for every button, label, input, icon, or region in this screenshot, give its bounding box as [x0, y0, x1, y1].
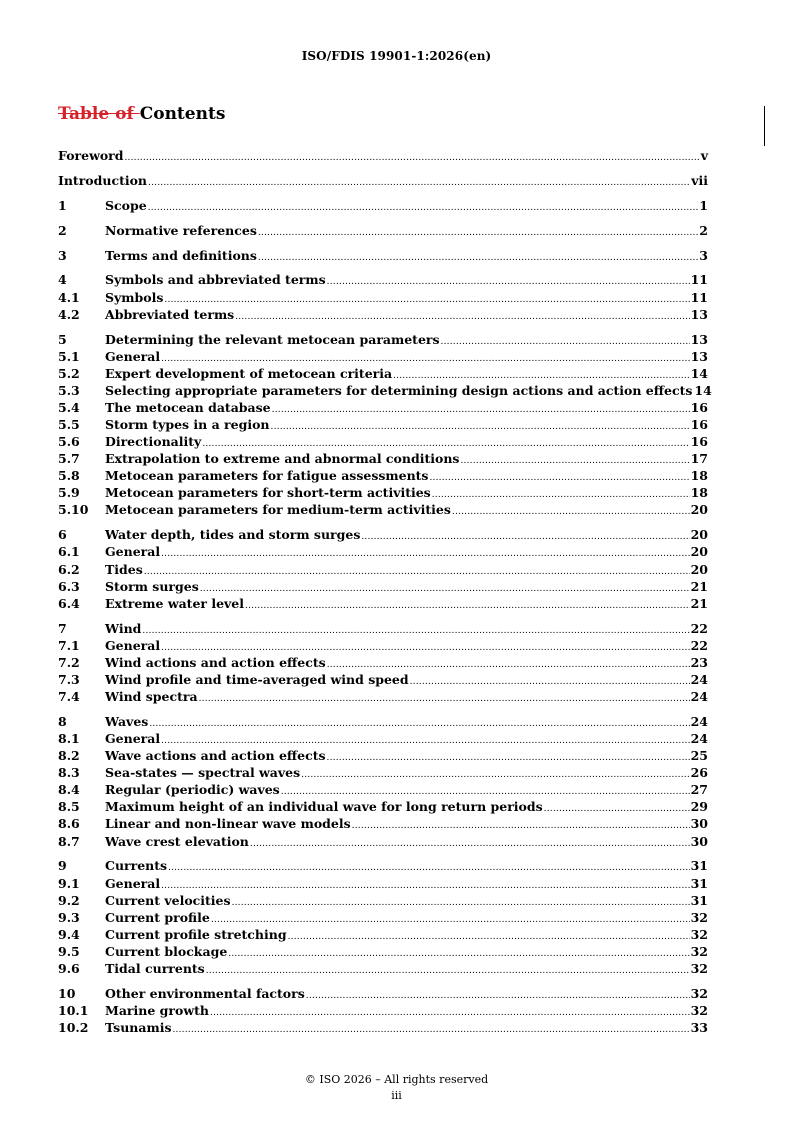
toc-leader-dots — [125, 150, 700, 167]
toc-entry-title[interactable]: Wind profile and time-averaged wind speed — [105, 671, 409, 687]
toc-entry-number: 7 — [58, 620, 67, 636]
toc-entry-title[interactable]: Waves — [105, 713, 149, 729]
toc-leader-dots — [206, 963, 690, 980]
document-header: ISO/FDIS 19901-1:2026(en) — [301, 49, 492, 63]
toc-entry-title[interactable]: Wave actions and action effects — [105, 748, 326, 764]
toc-entry-page[interactable]: 24 — [690, 730, 708, 746]
toc-entry-page[interactable]: 26 — [690, 765, 708, 781]
toc-entry-page[interactable]: 3 — [699, 247, 708, 263]
toc-leader-dots — [460, 453, 689, 470]
toc-entry[interactable] — [58, 892, 708, 909]
toc-entry[interactable] — [58, 1019, 708, 1036]
toc-leader-dots — [161, 546, 689, 563]
page-number: iii — [391, 1089, 402, 1102]
toc-entry-title[interactable]: Metocean parameters for medium-term activities — [105, 502, 451, 518]
toc-entry-title[interactable]: The metocean database — [105, 399, 271, 415]
toc-leader-dots — [432, 487, 690, 504]
toc-entry-title[interactable]: Marine growth — [105, 1002, 209, 1018]
toc-entry[interactable] — [58, 197, 708, 214]
toc-entry-number: 5.1 — [58, 348, 80, 364]
toc-entry[interactable] — [58, 637, 708, 654]
toc-entry-title[interactable]: Selecting appropriate parameters for determining design actions and action effects — [105, 382, 693, 398]
toc-entry-number: 3 — [58, 247, 67, 263]
toc-entry-number: 5.7 — [58, 451, 80, 467]
toc-entry-title[interactable]: Storm types in a region — [105, 417, 270, 432]
toc-entry-title[interactable]: Water depth, tides and storm surges — [105, 527, 361, 543]
toc-entry-page[interactable]: 24 — [690, 689, 708, 704]
toc-entry-page[interactable]: 22 — [690, 620, 708, 636]
toc-entry-number: 6.2 — [58, 561, 80, 577]
toc-leader-dots — [148, 175, 690, 192]
toc-entry-number: 6.4 — [58, 595, 80, 611]
toc-entry-title[interactable]: Wind actions and action effects — [105, 654, 326, 670]
toc-entry-title[interactable]: Extrapolation to extreme and abnormal conditions — [105, 451, 460, 467]
toc-entry[interactable] — [58, 382, 712, 399]
toc-entry-number: 1 — [58, 197, 67, 213]
toc-leader-dots — [144, 564, 690, 581]
toc-leader-dots — [142, 623, 689, 640]
toc-entry-title[interactable]: Current profile — [105, 909, 210, 925]
toc-leader-dots — [272, 402, 690, 419]
toc-entry-page[interactable]: 20 — [690, 502, 708, 518]
toc-entry[interactable] — [58, 909, 708, 926]
toc-entry-title[interactable]: Extreme water level — [105, 595, 245, 611]
toc-entry[interactable] — [58, 578, 708, 595]
toc-entry-number: 8.4 — [58, 782, 80, 798]
toc-entry[interactable] — [58, 561, 708, 578]
toc-entry-number: 8.7 — [58, 833, 80, 849]
toc-entry[interactable] — [58, 620, 708, 637]
toc-entry-title[interactable]: Wind — [105, 620, 142, 636]
toc-entry-number: 7.4 — [58, 689, 80, 704]
toc-entry-page[interactable]: 21 — [690, 595, 708, 611]
toc-entry-number: 4.2 — [58, 306, 80, 322]
toc-entry-title[interactable]: Tidal currents — [105, 961, 205, 976]
toc-entry-title[interactable]: Scope — [105, 197, 147, 213]
toc-entry-page[interactable]: 24 — [690, 671, 708, 687]
toc-entry-page[interactable]: 16 — [690, 417, 708, 432]
toc-leader-dots — [149, 716, 689, 733]
toc-leader-dots — [544, 801, 690, 818]
toc-entry-number: 8.5 — [58, 799, 80, 815]
toc-entry-title[interactable]: Metocean parameters for fatigue assessments — [105, 468, 429, 484]
toc-entry-page[interactable]: 30 — [690, 816, 708, 832]
toc-entry-title[interactable]: Other environmental factors — [105, 985, 305, 1001]
toc-entry-title[interactable]: Foreword — [58, 148, 124, 163]
toc-leader-dots — [200, 581, 690, 598]
toc-entry-title[interactable]: Current profile stretching — [105, 926, 287, 942]
toc-entry[interactable] — [58, 331, 708, 348]
toc-entry-title[interactable]: Sea-states — spectral waves — [105, 765, 301, 781]
toc-entry[interactable] — [58, 781, 708, 798]
toc-entry[interactable] — [58, 747, 708, 764]
toc-entry-page[interactable]: 31 — [690, 875, 708, 891]
copyright-notice: © ISO 2026 – All rights reserved — [304, 1073, 489, 1086]
toc-entry-page[interactable]: 1 — [699, 197, 708, 213]
toc-entry-title[interactable]: Symbols — [105, 289, 164, 305]
toc-entry-page[interactable]: 14 — [694, 382, 712, 398]
toc-entry-page[interactable]: 31 — [690, 892, 708, 908]
toc-entry-page[interactable]: 32 — [690, 926, 708, 942]
toc-entry-number: 9 — [58, 858, 67, 874]
toc-entry-page[interactable]: 32 — [690, 943, 708, 959]
toc-entry-title[interactable]: Metocean parameters for short-term activities — [105, 485, 431, 501]
toc-entry-number: 10.2 — [58, 1020, 89, 1036]
toc-entry-page[interactable]: 13 — [690, 348, 708, 364]
toc-entry-page[interactable]: 33 — [690, 1020, 708, 1036]
toc-entry-title[interactable]: Directionality — [105, 434, 202, 450]
toc-leader-dots — [164, 292, 689, 309]
toc-entry[interactable] — [58, 433, 708, 450]
toc-entry-title[interactable]: General — [105, 637, 161, 653]
toc-entry[interactable] — [58, 595, 708, 612]
toc-entry[interactable] — [58, 289, 708, 306]
toc-entry-title[interactable]: Expert development of metocean criteria — [105, 365, 393, 381]
toc-leader-dots — [301, 767, 689, 784]
toc-entry-number: 7.3 — [58, 671, 80, 687]
toc-leader-dots — [258, 225, 698, 242]
toc-entry[interactable] — [58, 1002, 708, 1019]
toc-entry-number: 5.5 — [58, 417, 80, 432]
toc-leader-dots — [429, 470, 689, 487]
toc-entry-number: 6 — [58, 527, 67, 543]
toc-entry-page[interactable]: 2 — [699, 222, 708, 238]
toc-entry-title[interactable]: Storm surges — [105, 578, 199, 594]
toc-entry[interactable] — [58, 926, 708, 943]
toc-entry-page[interactable]: 18 — [690, 468, 708, 484]
toc-entry-number: 8 — [58, 713, 67, 729]
toc-entry[interactable] — [58, 467, 708, 484]
toc-entry-page[interactable]: 16 — [690, 399, 708, 415]
toc-entry-number: 9.5 — [58, 943, 80, 959]
toc-entry-title[interactable]: Regular (periodic) waves — [105, 782, 280, 798]
toc-entry[interactable] — [58, 815, 708, 832]
toc-entry[interactable] — [58, 671, 708, 688]
toc-entry-title[interactable]: Introduction — [58, 172, 148, 188]
toc-entry[interactable] — [58, 501, 708, 518]
toc-leader-dots — [148, 200, 699, 217]
toc-entry-title[interactable]: Maximum height of an individual wave for long return periods — [105, 799, 543, 815]
toc-entry[interactable] — [58, 306, 708, 323]
toc-entry-number: 9.2 — [58, 892, 80, 908]
toc-entry-number: 8.1 — [58, 730, 80, 746]
toc-entry-title[interactable]: Wind spectra — [105, 689, 198, 704]
toc-entry[interactable] — [58, 960, 708, 977]
toc-entry-page[interactable]: 16 — [690, 434, 708, 450]
toc-entry-number: 5.6 — [58, 434, 80, 450]
toc-entry-title[interactable]: Current velocities — [105, 892, 231, 908]
toc-entry-number: 9.4 — [58, 926, 80, 942]
change-bar — [764, 106, 765, 146]
toc-entry[interactable] — [58, 450, 708, 467]
toc-entry-number: 7.1 — [58, 637, 80, 653]
page-footer — [0, 1072, 793, 1104]
toc-leader-dots — [410, 674, 690, 691]
toc-entry-page[interactable]: 20 — [690, 561, 708, 577]
toc-entry[interactable] — [58, 399, 708, 416]
toc-entry-number: 5.10 — [58, 502, 89, 518]
toc-heading — [58, 104, 225, 124]
toc-entry-title[interactable]: Symbols and abbreviated terms — [105, 272, 326, 288]
toc-entry[interactable] — [58, 172, 708, 189]
toc-entry-page[interactable]: 18 — [690, 485, 708, 501]
toc-leader-dots — [271, 419, 690, 436]
toc-leader-dots — [352, 818, 690, 835]
toc-leader-dots — [452, 504, 690, 521]
toc-entry-title[interactable]: Tsunamis — [105, 1020, 172, 1036]
toc-entry[interactable] — [58, 365, 708, 382]
toc-entry-page[interactable]: 31 — [690, 858, 708, 874]
toc-entry[interactable] — [58, 730, 708, 747]
toc-entry[interactable] — [58, 147, 708, 164]
toc-entry-number: 7.2 — [58, 654, 80, 670]
toc-entry-title[interactable]: Abbreviated terms — [105, 306, 235, 322]
toc-leader-dots — [232, 895, 690, 912]
toc-entry-title[interactable]: Current blockage — [105, 943, 228, 959]
toc-entry-page[interactable]: 11 — [690, 289, 708, 305]
toc-entry-number: 10.1 — [58, 1002, 89, 1018]
toc-entry-page[interactable]: 13 — [690, 306, 708, 322]
toc-leader-dots — [235, 309, 689, 326]
toc-leader-dots — [288, 929, 690, 946]
toc-leader-dots — [306, 988, 690, 1005]
toc-entry-number: 5.9 — [58, 485, 80, 501]
toc-entry[interactable] — [58, 764, 708, 781]
table-of-contents — [58, 147, 712, 1036]
toc-entry-page[interactable]: 30 — [690, 833, 708, 849]
toc-leader-dots — [250, 836, 690, 853]
toc-entry-title[interactable]: Determining the relevant metocean parameters — [105, 331, 440, 347]
toc-entry-number: 5.3 — [58, 382, 80, 398]
toc-entry-page[interactable]: 32 — [690, 909, 708, 925]
toc-leader-dots — [168, 860, 690, 877]
toc-entry-page[interactable]: 21 — [690, 578, 708, 594]
toc-leader-dots — [161, 878, 689, 895]
toc-entry-number: 6.3 — [58, 578, 80, 594]
toc-leader-dots — [258, 250, 698, 267]
toc-entry[interactable] — [58, 857, 708, 874]
toc-entry-page[interactable]: vii — [691, 172, 708, 188]
toc-leader-dots — [327, 750, 690, 767]
toc-leader-dots — [210, 1005, 690, 1022]
toc-entry-title[interactable]: General — [105, 730, 161, 746]
toc-entry-number: 5.2 — [58, 365, 80, 381]
toc-entry-number: 4.1 — [58, 289, 80, 305]
toc-entry-number: 4 — [58, 272, 67, 288]
toc-entry[interactable] — [58, 271, 708, 288]
toc-entry-number: 5 — [58, 331, 67, 347]
toc-entry-title[interactable]: Normative references — [105, 222, 257, 238]
toc-entry-page[interactable]: 29 — [690, 799, 708, 815]
toc-leader-dots — [228, 946, 689, 963]
toc-entry-page[interactable]: 17 — [690, 451, 708, 467]
toc-heading-deleted-text: Table of — [58, 104, 140, 124]
toc-entry-page[interactable]: 13 — [690, 331, 708, 347]
toc-entry-number: 10 — [58, 985, 76, 1001]
toc-entry-number: 5.8 — [58, 468, 80, 484]
toc-entry-title[interactable]: General — [105, 348, 161, 364]
toc-entry-page[interactable]: v — [700, 148, 708, 163]
toc-entry-title[interactable]: Linear and non-linear wave models — [105, 816, 351, 832]
toc-entry-number: 6.1 — [58, 544, 80, 560]
toc-entry[interactable] — [58, 348, 708, 365]
toc-entry[interactable] — [58, 713, 708, 730]
toc-entry[interactable] — [58, 526, 708, 543]
toc-leader-dots — [172, 1022, 689, 1039]
toc-leader-dots — [327, 274, 690, 291]
toc-entry-number: 2 — [58, 222, 67, 238]
toc-leader-dots — [361, 529, 689, 546]
toc-entry-title[interactable]: Wave crest elevation — [105, 833, 249, 849]
toc-entry[interactable] — [58, 247, 708, 264]
toc-entry-page[interactable]: 20 — [690, 544, 708, 560]
toc-entry-page[interactable]: 25 — [690, 748, 708, 764]
toc-entry-page[interactable]: 22 — [690, 637, 708, 653]
toc-entry-number: 8.2 — [58, 748, 80, 764]
toc-entry-page[interactable]: 32 — [690, 961, 708, 976]
toc-entry-title[interactable]: Tides — [105, 561, 143, 577]
toc-leader-dots — [441, 334, 690, 351]
toc-entry[interactable] — [58, 875, 708, 892]
toc-entry-page[interactable]: 27 — [690, 782, 708, 798]
toc-leader-dots — [245, 598, 690, 615]
toc-entry-number: 8.3 — [58, 765, 80, 781]
toc-entry-page[interactable]: 32 — [690, 985, 708, 1001]
toc-leader-dots — [199, 691, 690, 708]
toc-heading-text: Contents — [139, 104, 226, 124]
toc-entry-page[interactable]: 24 — [690, 713, 708, 729]
toc-entry[interactable] — [58, 833, 708, 850]
toc-entry[interactable] — [58, 543, 708, 560]
toc-entry[interactable] — [58, 985, 708, 1002]
toc-entry[interactable] — [58, 416, 708, 433]
toc-entry[interactable] — [58, 222, 708, 239]
toc-entry-page[interactable]: 32 — [690, 1002, 708, 1018]
toc-entry-page[interactable]: 11 — [690, 272, 708, 288]
toc-entry[interactable] — [58, 688, 708, 705]
toc-entry-number: 8.6 — [58, 816, 80, 832]
toc-entry-number: 5.4 — [58, 399, 80, 415]
toc-entry-page[interactable]: 14 — [690, 365, 708, 381]
toc-entry-page[interactable]: 20 — [690, 527, 708, 543]
toc-entry-number: 9.3 — [58, 909, 80, 925]
toc-entry[interactable] — [58, 943, 708, 960]
toc-entry[interactable] — [58, 654, 708, 671]
toc-entry-title[interactable]: Currents — [105, 858, 168, 874]
toc-entry-page[interactable]: 23 — [690, 654, 708, 670]
toc-entry-title[interactable]: General — [105, 544, 161, 560]
toc-entry-number: 9.6 — [58, 961, 80, 976]
toc-entry-title[interactable]: General — [105, 875, 161, 891]
toc-entry-title[interactable]: Terms and definitions — [105, 247, 257, 263]
toc-entry[interactable] — [58, 798, 708, 815]
toc-entry[interactable] — [58, 484, 708, 501]
toc-entry-number: 9.1 — [58, 875, 80, 891]
